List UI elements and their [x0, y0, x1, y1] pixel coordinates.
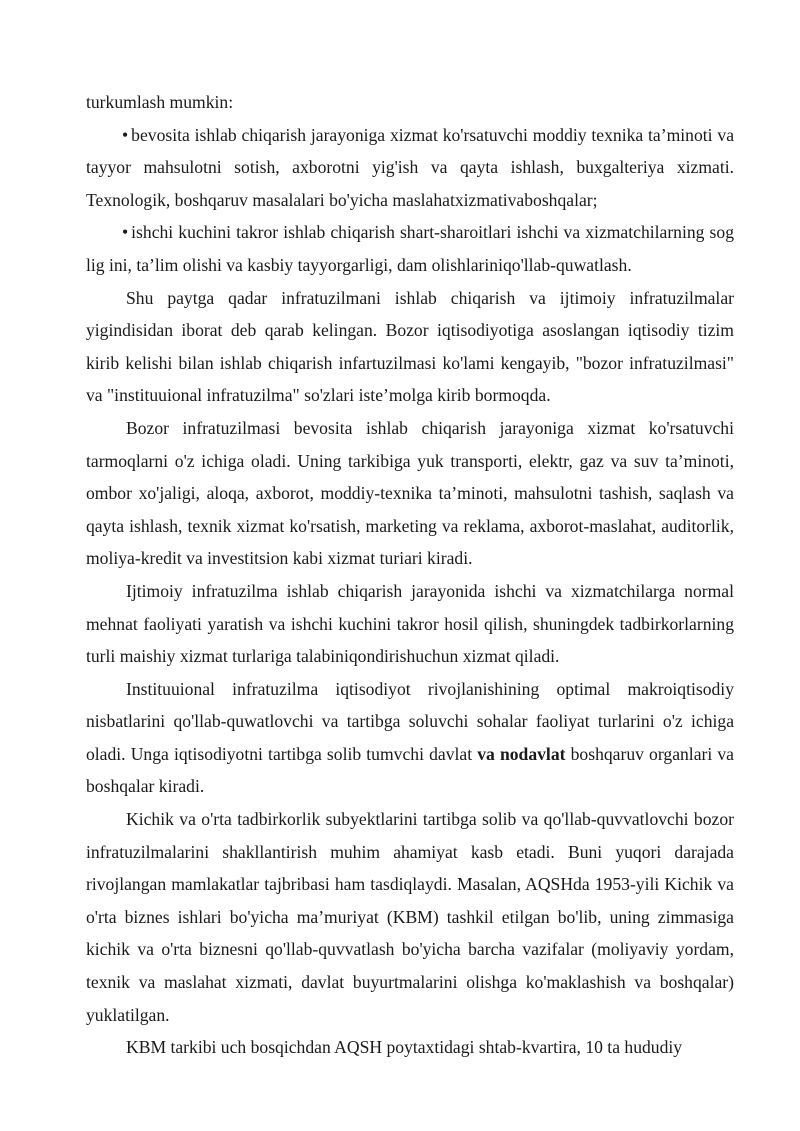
- document-body: [86, 86, 734, 1064]
- bullet-text: ishchi kuchini takror ishlab chiqarish shart-sharoitlari ishchi va xizmatchilarning sog lig ini, ta’lim olishi va kasbiy tayyorgarligi, dam olishlariniqo'llab-quwatlash.: [86, 222, 734, 275]
- paragraph: Kichik va o'rta tadbirkorlik subyektlarini tartibga solib va qo'llab-quvvatlovchi bozor infratuzilmalarini shakllantirish muhim ahamiyat kasb etadi. Buni yuqori darajada rivojlangan mamlakatlar tajbribasi ham tasdiqlaydi. Masalan, AQSHda 1953-yili Kichik va o'rta biznes ishlari bo'yicha ma’muriyat (KBM) tashkil etilgan bo'lib, uning zimmasiga kichik va o'rta biznesni qo'llab-quvvatlash bo'yicha barcha vazifalar (moliyaviy yordam, texnik va maslahat xizmati, davlat buyurtmalarini olishga ko'maklashish va boshqalar) yuklatilgan.: [86, 809, 734, 1025]
- paragraph: Ijtimoiy infratuzilma ishlab chiqarish jarayonida ishchi va xizmatchilarga normal mehnat faoliyati yaratish va ishchi kuchini takror hosil qilish, shuningdek tadbirkorlarning turli maishiy xizmat turlariga talabiniqondirishuchun xizmat qiladi.: [86, 580, 734, 667]
- paragraph: KBM tarkibi uch bosqichdan AQSH poytaxtidagi shtab-kvartira, 10 ta hududiy: [126, 1037, 683, 1058]
- paragraph: Shu paytga qadar infratuzilmani ishlab chiqarish va ijtimoiy infratuzilmalar yigindisidan iborat deb qarab kelingan. Bozor iqtisodiyotiga asoslangan iqtisodiy tizim kirib kelishi bilan ishlab chiqarish infartuzilmasi ko'lami kengayib, "bozor infratuzilmasi" va "instituuional infratuzilma" so'zlari iste’molga kirib bormoqda.: [86, 287, 734, 406]
- paragraph-text: Instituuional infratuzilma iqtisodiyot rivojlanishining optimal makroiqtisodiy nisbatlarini qo'llab-quwatlovchi va tartibga soluvchi sohalar faoliyat turlarini o'z ichiga oladi. Unga iqtisodiyotni tartibga solib tumvchi davlat: [86, 678, 734, 764]
- bullet-item: [86, 216, 734, 281]
- paragraph: turkumlash mumkin:: [86, 92, 234, 112]
- paragraph: [86, 673, 734, 803]
- bullet-icon: •: [122, 124, 129, 145]
- paragraph: Bozor infratuzilmasi bevosita ishlab chiqarish jarayoniga xizmat ko'rsatuvchi tarmoqlarni o'z ichiga oladi. Uning tarkibiga yuk transporti, elektr, gaz va suv ta’minoti, ombor xo'jaligi, aloqa, axborot, moddiy-texnika ta’minoti, mahsulotni tashish, saqlash va qayta ishlash, texnik xizmat ko'rsatish, marketing va reklama, axborot-maslahat, auditorlik, moliya-kredit va investitsion kabi xizmat turiari kiradi.: [86, 417, 734, 569]
- paragraph-text: boshqaruv organlari va boshqalar kiradi.: [86, 743, 734, 797]
- bullet-icon: •: [122, 222, 129, 243]
- bullet-text: bevosita ishlab chiqarish jarayoniga xizmat ko'rsatuvchi moddiy texnika ta’minoti va tayyor mahsulotni sotish, axborotni yig'ish va qayta ishlash, buxgalteriya xizmati. Texnologik, boshqaruv masalalari bo'yicha maslahatxizmativaboshqalar;: [86, 124, 734, 210]
- bold-text: va nodavlat: [477, 743, 566, 764]
- bullet-item: [86, 119, 734, 217]
